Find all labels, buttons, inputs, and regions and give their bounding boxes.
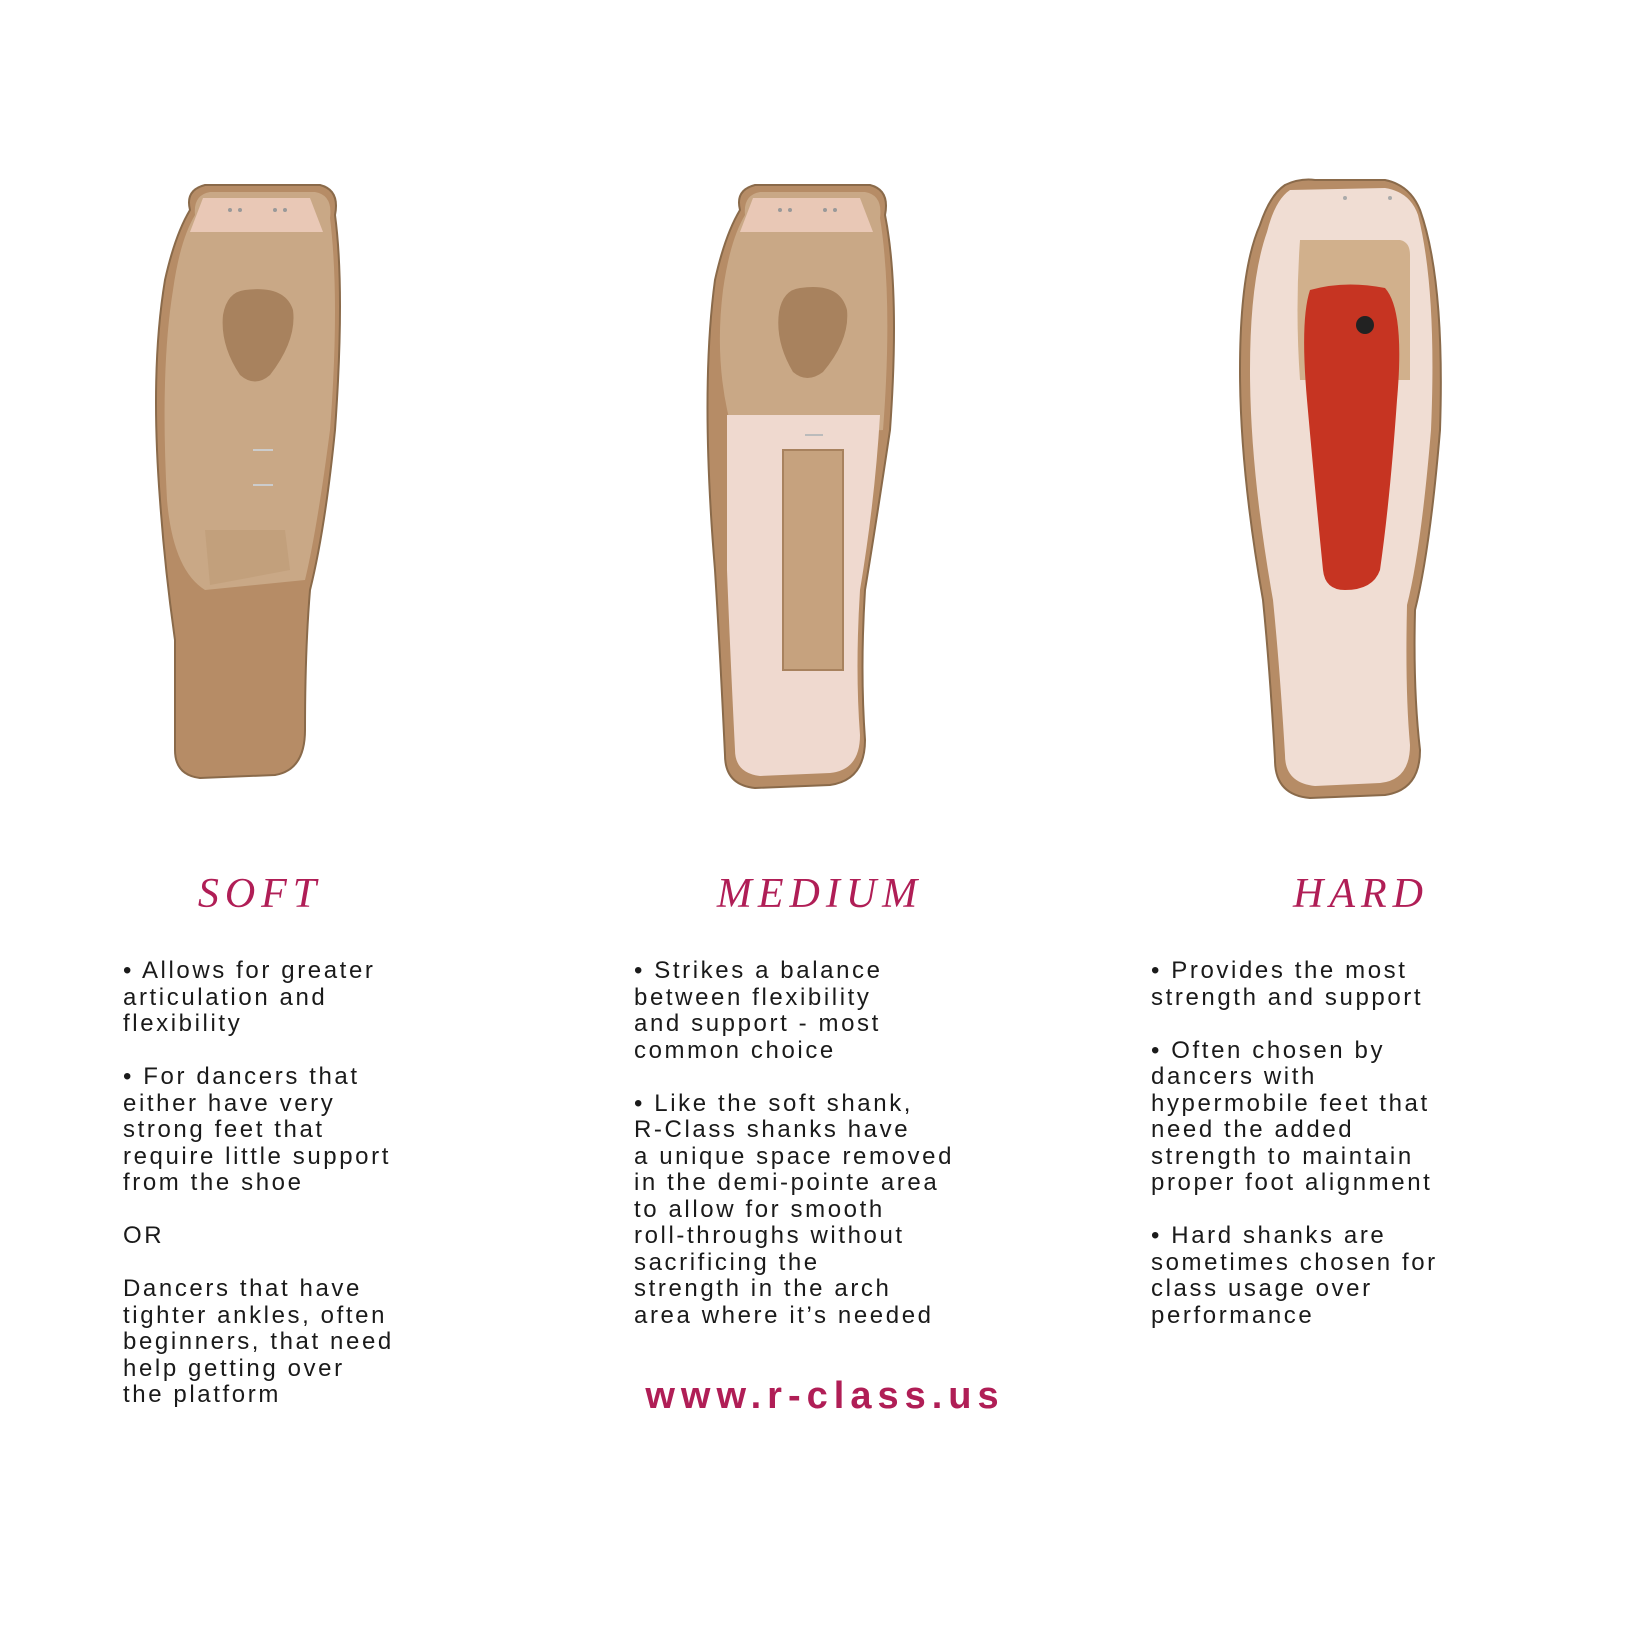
medium-shank-image [695,170,955,820]
shank-title-soft: SOFT [197,871,323,917]
hard-shank-image [1215,170,1475,820]
shank-description-soft [123,958,543,1435]
description-paragraph: • For dancers that either have very strong feet that require little support from the shoe [123,1063,391,1196]
description-paragraph: • Strikes a balance between flexibility and support - most common choice [634,957,883,1064]
description-paragraph: • Allows for greater articulation and flexibility [123,957,376,1037]
shank-title-hard: HARD [1293,871,1429,917]
shank-description-medium [634,958,1094,1356]
description-paragraph: • Often chosen by dancers with hypermobile feet that need the added strength to maintain proper foot alignment [1151,1036,1433,1196]
website-link[interactable]: www.r-class.us [645,1375,1005,1417]
soft-column [0,0,550,1652]
shank-title-medium: MEDIUM [716,871,924,917]
description-paragraph: Dancers that have tighter ankles, often beginners, that need help getting over the platform [123,1275,394,1408]
description-paragraph: • Like the soft shank, R-Class shanks have a unique space removed in the demi-pointe area to allow for smooth roll-throughs without sacrificing the strength in the arch area where it’s needed [634,1089,955,1329]
soft-shank-image [145,170,405,820]
description-paragraph: • Provides the most strength and support [1151,957,1424,1011]
hard-column [1100,0,1652,1652]
description-paragraph: • Hard shanks are sometimes chosen for class usage over performance [1151,1222,1438,1329]
description-paragraph: OR [123,1222,165,1249]
shank-description-hard [1151,958,1621,1356]
